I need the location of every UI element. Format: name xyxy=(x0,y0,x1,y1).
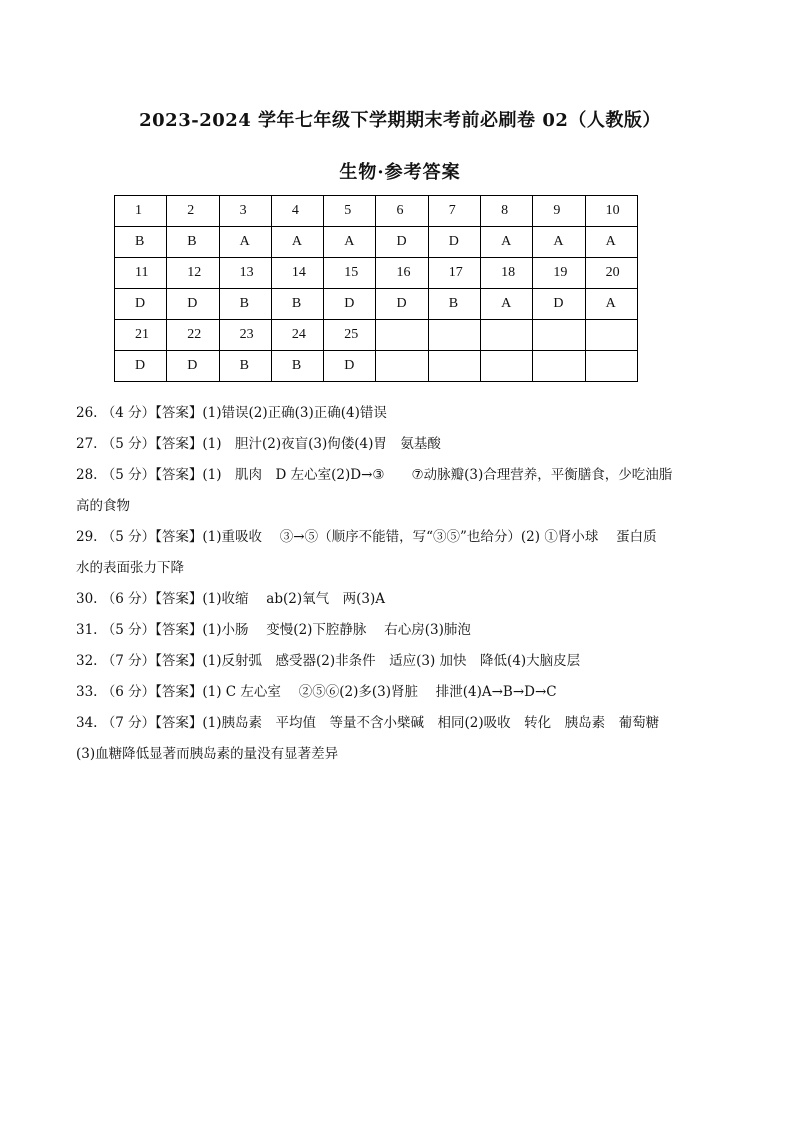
table-cell: A xyxy=(481,227,533,258)
answer-list xyxy=(76,398,676,770)
table-cell: 9 xyxy=(533,196,585,227)
table-cell: D xyxy=(376,227,428,258)
table-cell: D xyxy=(115,289,167,320)
table-cell: D xyxy=(115,351,167,382)
table-cell xyxy=(376,351,428,382)
document-title: 2023-2024 学年七年级下学期期末考前必刷卷 02（人教版） xyxy=(139,110,661,131)
table-cell: 6 xyxy=(376,196,428,227)
table-cell: B xyxy=(167,227,219,258)
answer-item-32: 32. （7 分）【答案】(1)反射弧 感受器(2)非条件 适应(3) 加快 降低(4)大脑皮层 xyxy=(76,653,581,669)
table-row xyxy=(115,351,638,382)
table-cell: A xyxy=(219,227,271,258)
table-cell: 16 xyxy=(376,258,428,289)
table-cell: A xyxy=(271,227,323,258)
table-cell xyxy=(533,351,585,382)
answer-item-30: 30. （6 分）【答案】(1)收缩 ab(2)氧气 两(3)A xyxy=(76,591,385,607)
table-cell: B xyxy=(428,289,480,320)
table-cell: 15 xyxy=(324,258,376,289)
table-cell: 17 xyxy=(428,258,480,289)
table-cell: A xyxy=(324,227,376,258)
table-cell xyxy=(585,320,637,351)
answer-table xyxy=(114,195,638,382)
table-row xyxy=(115,196,638,227)
answer-item-33: 33. （6 分）【答案】(1) C 左心室 ②⑤⑥(2)多(3)肾脏 排泄(4)A→B→D→C xyxy=(76,684,557,700)
table-cell: B xyxy=(271,289,323,320)
table-cell: 14 xyxy=(271,258,323,289)
table-cell: 10 xyxy=(585,196,637,227)
table-cell: 5 xyxy=(324,196,376,227)
table-cell: 11 xyxy=(115,258,167,289)
table-cell: 21 xyxy=(115,320,167,351)
answer-item-34: 34. （7 分）【答案】(1)胰岛素 平均值 等量不含小檗碱 相同(2)吸收 转化 胰岛素 葡萄糖(3)血糖降低显著而胰岛素的量没有显著差异 xyxy=(76,715,660,762)
table-cell: 25 xyxy=(324,320,376,351)
table-cell: D xyxy=(376,289,428,320)
table-cell: 22 xyxy=(167,320,219,351)
table-cell: B xyxy=(271,351,323,382)
table-cell xyxy=(428,320,480,351)
document-subtitle: 生物·参考答案 xyxy=(339,162,461,183)
table-cell: D xyxy=(167,351,219,382)
answer-item-31: 31. （5 分）【答案】(1)小肠 变慢(2)下腔静脉 右心房(3)肺泡 xyxy=(76,622,471,638)
table-cell: D xyxy=(533,289,585,320)
table-cell: A xyxy=(481,289,533,320)
table-cell: 8 xyxy=(481,196,533,227)
table-cell: D xyxy=(428,227,480,258)
answer-item-27: 27. （5 分）【答案】(1) 胆汁(2)夜盲(3)佝偻(4)胃 氨基酸 xyxy=(76,436,441,452)
table-cell: A xyxy=(533,227,585,258)
answer-item-28: 28. （5 分）【答案】(1) 肌肉 D 左心室(2)D→③ ⑦动脉瓣(3)合理营养，平衡膳食，少吃油脂高的食物 xyxy=(76,467,673,514)
table-cell xyxy=(428,351,480,382)
table-cell xyxy=(376,320,428,351)
table-row xyxy=(115,258,638,289)
table-cell xyxy=(533,320,585,351)
table-cell: A xyxy=(585,227,637,258)
table-cell: 24 xyxy=(271,320,323,351)
table-cell: B xyxy=(115,227,167,258)
table-cell: 4 xyxy=(271,196,323,227)
table-cell: B xyxy=(219,289,271,320)
answer-item-26: 26. （4 分）【答案】(1)错误(2)正确(3)正确(4)错误 xyxy=(76,405,387,421)
table-row xyxy=(115,320,638,351)
table-cell: A xyxy=(585,289,637,320)
table-cell: D xyxy=(324,289,376,320)
table-cell: D xyxy=(167,289,219,320)
table-cell: 13 xyxy=(219,258,271,289)
table-cell: 12 xyxy=(167,258,219,289)
table-row xyxy=(115,227,638,258)
table-cell: B xyxy=(219,351,271,382)
table-cell: 2 xyxy=(167,196,219,227)
table-cell: 7 xyxy=(428,196,480,227)
table-row xyxy=(115,289,638,320)
table-cell xyxy=(585,351,637,382)
table-cell: 3 xyxy=(219,196,271,227)
table-cell xyxy=(481,320,533,351)
table-cell: 23 xyxy=(219,320,271,351)
table-cell: 20 xyxy=(585,258,637,289)
table-cell: 18 xyxy=(481,258,533,289)
answer-item-29: 29. （5 分）【答案】(1)重吸收 ③→⑤（顺序不能错，写“③⑤”也给分）(2) ①肾小球 蛋白质 水的表面张力下降 xyxy=(76,529,671,576)
table-cell: 1 xyxy=(115,196,167,227)
table-cell: 19 xyxy=(533,258,585,289)
table-cell: D xyxy=(324,351,376,382)
table-cell xyxy=(481,351,533,382)
